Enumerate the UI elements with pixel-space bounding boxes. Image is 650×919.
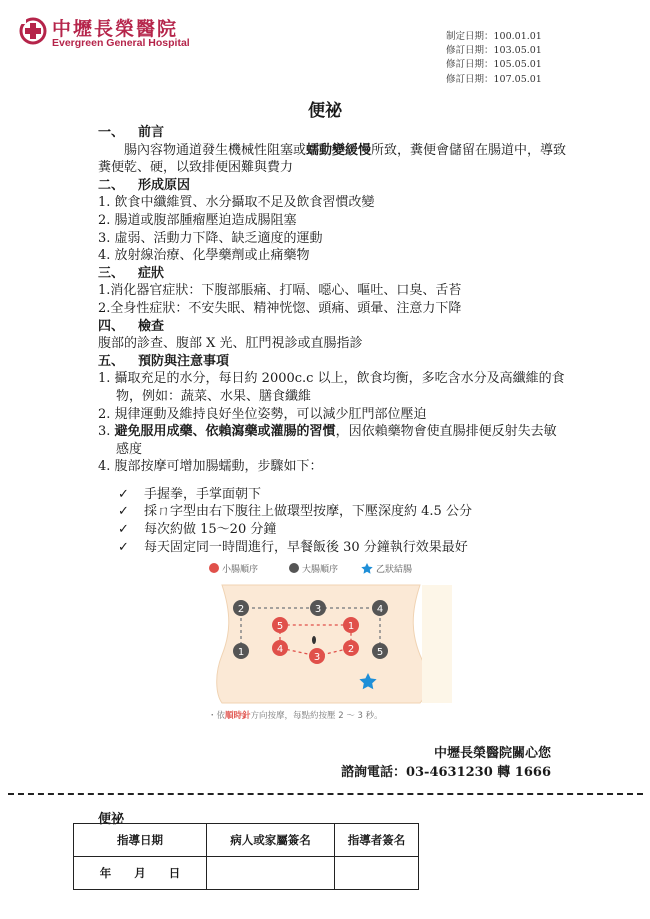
legend-small-dot — [209, 563, 219, 573]
small-marker-5-label: 5 — [276, 621, 284, 632]
large-marker-1-label: 1 — [237, 647, 245, 658]
diagram-caption: ・依順時針方向按摩，每點約按壓 2 ～ 3 秒。 — [208, 711, 383, 721]
table-row — [74, 857, 419, 890]
hospital-logo — [18, 14, 208, 50]
symptom-item: 2.全身性症狀：不安失眠、精神恍惚、頭痛、頭暈、注意力下降 — [98, 300, 462, 316]
hospital-cross-icon — [18, 16, 48, 46]
form-title: 便祕 — [98, 812, 125, 827]
date-revised-1: 修訂日期：103.05.01 — [446, 45, 542, 57]
abdominal-massage-diagram — [192, 555, 454, 725]
section-heading-exam: 四、 檢查 — [98, 318, 165, 334]
large-marker-3-label: 3 — [314, 604, 322, 615]
date-revised-3: 修訂日期：107.05.01 — [446, 73, 542, 85]
intro-paragraph: 腸內容物通道發生機械性阻塞或蠕動變緩慢所致，糞便會儲留在腸道中，導致糞便乾、硬，以致排便困難與費力 — [98, 142, 567, 176]
date-established: 制定日期：100.01.01 — [446, 31, 542, 42]
consult-phone: 諮詢電話：03-4631230 轉 1666 — [340, 765, 551, 780]
cut-line-divider — [8, 793, 643, 795]
small-marker-4-label: 4 — [276, 644, 284, 655]
prevention-item: 1. 攝取充足的水分，每日約 2000c.c 以上，飲食均衡，多吃含水分及高纖維的食物，例如：蔬菜、水果、膳食纖維 — [98, 371, 565, 404]
patient-signature-cell[interactable] — [207, 857, 335, 890]
section-heading-prevention: 五、 預防與注意事項 — [98, 353, 230, 369]
hospital-name-en: Evergreen General Hospital — [52, 37, 190, 49]
massage-steps — [98, 486, 568, 556]
navel-mark — [312, 636, 316, 644]
cause-item: 1. 飲食中纖維質、水分攝取不足及飲食習慣改變 — [98, 195, 375, 211]
exam-text: 腹部的診查、腹部 X 光、肛門視診或直腸指診 — [98, 336, 363, 352]
legend-star-icon — [361, 563, 372, 574]
date-cell[interactable]: 年 月 日 — [74, 857, 207, 890]
legend-large-dot — [289, 563, 299, 573]
prevention-item: 2. 規律運動及維持良好坐位姿勢，可以減少肛門部位壓迫 — [98, 406, 427, 422]
legend-small-label: 小腸順序 — [222, 565, 259, 575]
small-marker-3-label: 3 — [313, 652, 321, 663]
header-instructor-signature: 指導者簽名 — [335, 824, 419, 857]
revision-dates — [446, 30, 542, 87]
check-icon: ✓ — [118, 504, 129, 520]
legend-colon-label: 乙狀結腸 — [376, 565, 413, 575]
instructor-signature-cell[interactable] — [335, 857, 419, 890]
prevention-item: 3. 避免服用成藥、依賴瀉藥或灌腸的習慣，因依賴藥物會使直腸排便反射失去敏感度 — [98, 424, 557, 457]
table-header-row — [74, 824, 419, 857]
massage-step: ✓ 採ㄇ字型由右下腹往上做環型按摩，下壓深度約 4.5 公分 — [118, 504, 472, 520]
main-content — [98, 124, 568, 556]
date-revised-2: 修訂日期：105.05.01 — [446, 59, 542, 71]
hospital-name-zh: 中壢長榮醫院 — [52, 18, 179, 40]
check-icon: ✓ — [118, 539, 129, 555]
massage-step: ✓ 每天固定同一時間進行，早餐飯後 30 分鐘執行效果最好 — [118, 539, 468, 555]
prevention-item: 4. 腹部按摩可增加腸蠕動，步驟如下： — [98, 459, 323, 475]
large-marker-5-label: 5 — [376, 647, 384, 658]
closing-contact — [341, 744, 551, 782]
legend-large-label: 大腸順序 — [302, 565, 339, 575]
large-marker-4-label: 4 — [376, 604, 384, 615]
section-heading-intro: 一、 前言 — [98, 125, 165, 140]
check-icon: ✓ — [118, 522, 129, 538]
page-title: 便祕 — [308, 101, 342, 121]
header-patient-signature: 病人或家屬簽名 — [207, 824, 335, 857]
section-heading-causes: 二、 形成原因 — [98, 177, 191, 193]
check-icon: ✓ — [118, 486, 129, 502]
cause-item: 4. 放射線治療、化學藥劑或止痛藥物 — [98, 248, 310, 264]
header-guidance-date: 指導日期 — [74, 824, 207, 857]
massage-step: ✓ 手握拳，手掌面朝下 — [118, 486, 262, 502]
section-heading-symptoms: 三、 症狀 — [98, 265, 165, 281]
cause-item: 3. 虛弱、活動力下降、缺乏適度的運動 — [98, 230, 323, 246]
massage-step: ✓ 每次約做 15～20 分鐘 — [118, 522, 277, 538]
symptom-item: 1.消化器官症狀：下腹部脹痛、打嗝、噁心、嘔吐、口臭、舌苔 — [98, 283, 462, 299]
small-marker-2-label: 2 — [347, 644, 355, 655]
cause-item: 2. 腸道或腹部腫瘤壓迫造成腸阻塞 — [98, 212, 297, 228]
signature-table — [73, 823, 419, 890]
closing-care-line: 中壢長榮醫院關心您 — [433, 746, 551, 761]
small-marker-1-label: 1 — [347, 621, 355, 632]
large-marker-2-label: 2 — [237, 604, 245, 615]
